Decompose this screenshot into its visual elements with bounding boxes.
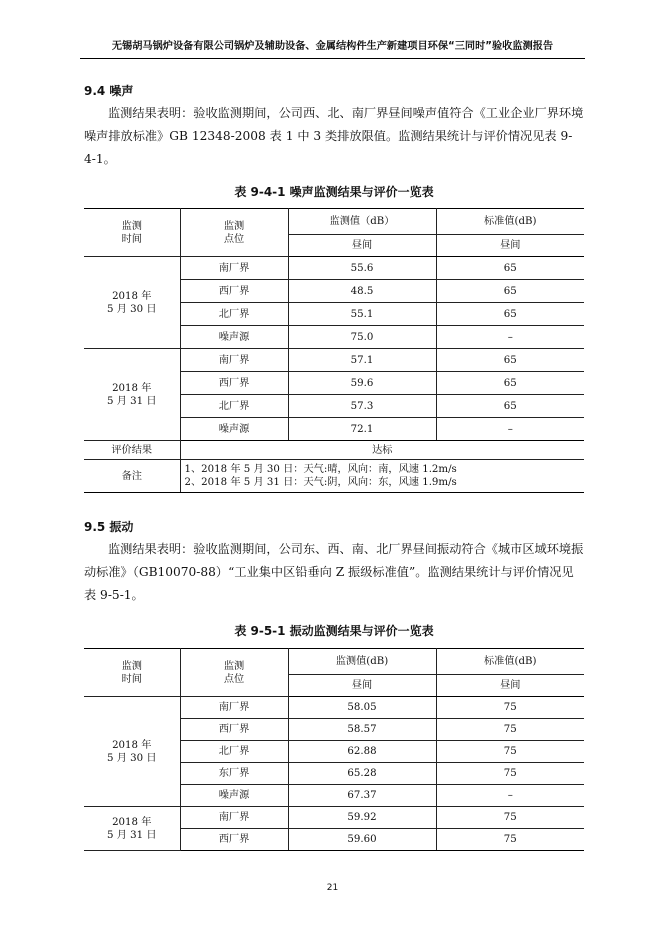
sub-header-standard: 昼间	[436, 235, 584, 257]
value-cell: 55.1	[288, 303, 436, 326]
value-cell: 57.3	[288, 395, 436, 418]
value-cell: 58.05	[288, 697, 436, 719]
date-cell: 2018 年 5 月 31 日	[84, 807, 180, 851]
standard-cell: 65	[436, 257, 584, 280]
col-header-point: 监测 点位	[180, 649, 288, 697]
section-heading-noise: 9.4 噪声	[84, 84, 134, 98]
noise-table-body	[84, 257, 584, 441]
value-cell: 67.37	[288, 785, 436, 807]
vibration-table-caption: 表 9-5-1 振动监测结果与评价一览表	[234, 624, 434, 638]
sub-header-value: 昼间	[288, 235, 436, 257]
value-cell: 48.5	[288, 280, 436, 303]
standard-cell: 65	[436, 395, 584, 418]
col-header-point: 监测 点位	[180, 209, 288, 257]
page-header: 无锡胡马锅炉设备有限公司锅炉及辅助设备、金属结构件生产新建项目环保“三同时”验收监测报告	[80, 36, 585, 59]
standard-cell: 75	[436, 807, 584, 829]
point-cell: 南厂界	[180, 697, 288, 719]
value-cell: 59.60	[288, 829, 436, 851]
table-row	[84, 349, 584, 372]
note-text	[180, 460, 584, 493]
table-row	[84, 807, 584, 829]
eval-label: 评价结果	[84, 441, 180, 460]
value-cell: 59.92	[288, 807, 436, 829]
eval-value: 达标	[180, 441, 584, 460]
point-cell: 南厂界	[180, 349, 288, 372]
value-cell: 58.57	[288, 719, 436, 741]
point-cell: 西厂界	[180, 280, 288, 303]
col-header-value: 监测值(dB)	[288, 649, 436, 675]
value-cell: 65.28	[288, 763, 436, 785]
vibration-table-body	[84, 697, 584, 851]
noise-table-caption: 表 9-4-1 噪声监测结果与评价一览表	[234, 185, 434, 199]
standard-cell: –	[436, 785, 584, 807]
point-cell: 噪声源	[180, 785, 288, 807]
standard-cell: –	[436, 418, 584, 441]
page-number: 21	[326, 883, 339, 893]
value-cell: 55.6	[288, 257, 436, 280]
standard-cell: 65	[436, 349, 584, 372]
noise-table	[84, 208, 584, 493]
date-cell: 2018 年 5 月 30 日	[84, 697, 180, 807]
point-cell: 噪声源	[180, 326, 288, 349]
point-cell: 南厂界	[180, 807, 288, 829]
value-cell: 57.1	[288, 349, 436, 372]
date-cell: 2018 年 5 月 31 日	[84, 349, 180, 441]
standard-cell: 65	[436, 372, 584, 395]
standard-cell: 75	[436, 719, 584, 741]
sub-header-standard: 昼间	[436, 675, 584, 697]
vibration-table	[84, 648, 584, 851]
note-line-1: 1、2018 年 5 月 30 日：天气:晴，风向：南，风速 1.2m/s	[184, 464, 457, 475]
value-cell: 72.1	[288, 418, 436, 441]
col-header-value: 监测值（dB）	[288, 209, 436, 235]
standard-cell: –	[436, 326, 584, 349]
standard-cell: 75	[436, 763, 584, 785]
table-row	[84, 697, 584, 719]
point-cell: 东厂界	[180, 763, 288, 785]
note-line-2: 2、2018 年 5 月 31 日：天气:阴，风向：东，风速 1.9m/s	[184, 477, 457, 488]
standard-cell: 75	[436, 697, 584, 719]
col-header-standard: 标准值(dB)	[436, 209, 584, 235]
point-cell: 南厂界	[180, 257, 288, 280]
standard-cell: 65	[436, 303, 584, 326]
section-heading-vibration: 9.5 振动	[84, 520, 134, 534]
value-cell: 62.88	[288, 741, 436, 763]
point-cell: 北厂界	[180, 303, 288, 326]
col-header-time: 监测 时间	[84, 649, 180, 697]
date-cell: 2018 年 5 月 30 日	[84, 257, 180, 349]
point-cell: 噪声源	[180, 418, 288, 441]
table-row	[84, 257, 584, 280]
point-cell: 北厂界	[180, 741, 288, 763]
col-header-standard: 标准值(dB)	[436, 649, 584, 675]
standard-cell: 75	[436, 741, 584, 763]
note-label: 备注	[84, 460, 180, 493]
standard-cell: 75	[436, 829, 584, 851]
value-cell: 75.0	[288, 326, 436, 349]
point-cell: 北厂界	[180, 395, 288, 418]
value-cell: 59.6	[288, 372, 436, 395]
point-cell: 西厂界	[180, 719, 288, 741]
sub-header-value: 昼间	[288, 675, 436, 697]
vibration-paragraph: 监测结果表明：验收监测期间，公司东、西、南、北厂界昼间振动符合《城市区域环境振动标准》（GB10070-88）“工业集中区铅垂向 Z 振级标准值”。监测结果统计与评价情况见表 9-5-1。	[84, 542, 584, 602]
point-cell: 西厂界	[180, 829, 288, 851]
point-cell: 西厂界	[180, 372, 288, 395]
standard-cell: 65	[436, 280, 584, 303]
col-header-time: 监测 时间	[84, 209, 180, 257]
noise-paragraph: 监测结果表明：验收监测期间，公司西、北、南厂界昼间噪声值符合《工业企业厂界环境噪声排放标准》GB 12348-2008 表 1 中 3 类排放限值。监测结果统计与评价情况见表 9-4-1。	[84, 106, 584, 166]
